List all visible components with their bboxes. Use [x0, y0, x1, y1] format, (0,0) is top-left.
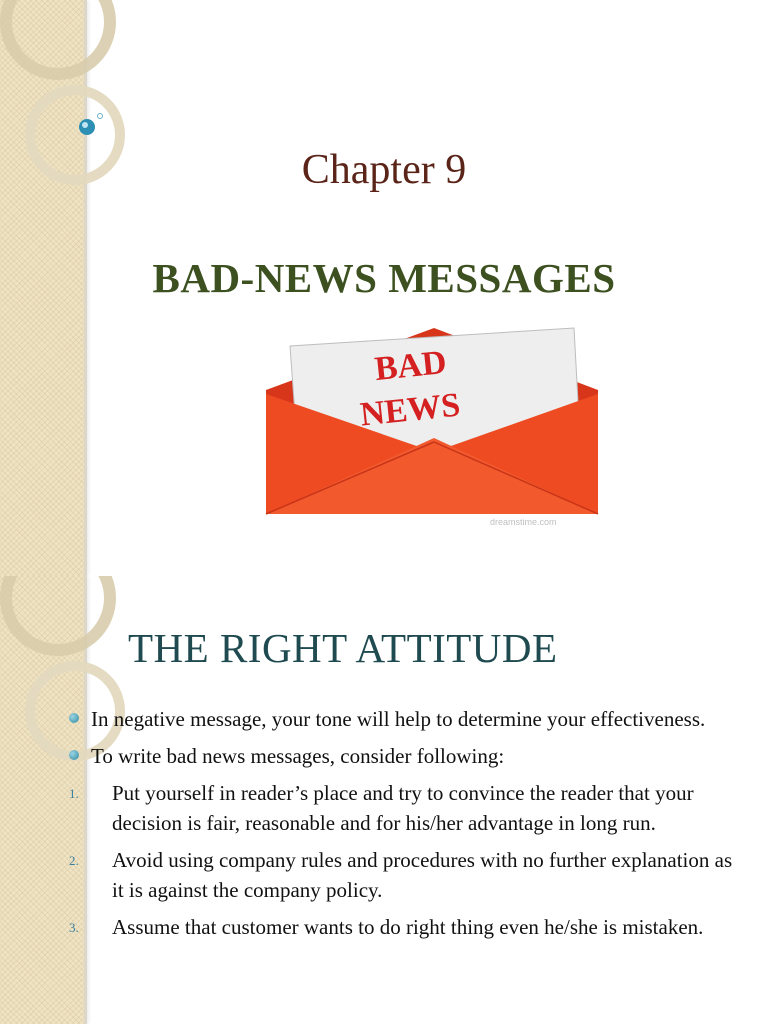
list-number: 2.: [69, 853, 79, 868]
list-number: 1.: [69, 786, 79, 801]
content-list: [0, 704, 768, 949]
bullet-dot-icon: [69, 750, 79, 760]
numbered-text: Avoid using company rules and procedures with no further explanation as it is against the company policy.: [112, 848, 733, 902]
slide-title: BAD-NEWS MESSAGES: [152, 255, 616, 301]
bullet-text: In negative message, your tone will help to determine your effectiveness.: [91, 707, 706, 731]
numbered-item: [0, 845, 768, 905]
bullet-text: To write bad news messages, consider following:: [91, 744, 505, 768]
list-number: 3.: [69, 920, 79, 935]
numbered-item: [0, 912, 768, 942]
numbered-text: Put yourself in reader’s place and try to convince the reader that your decision is fair, reasonable and for his/her advantage in long run.: [112, 781, 694, 835]
section-heading: THE RIGHT ATTITUDE: [128, 625, 558, 671]
numbered-item: [0, 778, 768, 838]
bad-text: BAD: [372, 343, 449, 389]
bad-news-envelope-image: [258, 318, 630, 530]
chapter-number: Chapter 9: [301, 147, 467, 193]
bullet-item: [0, 704, 768, 734]
bullet-item: [0, 741, 768, 771]
image-watermark: dreamstime.com: [490, 517, 557, 527]
numbered-text: Assume that customer wants to do right thing even he/she is mistaken.: [112, 915, 704, 939]
news-text: NEWS: [358, 386, 462, 434]
bullet-dot-icon: [69, 713, 79, 723]
